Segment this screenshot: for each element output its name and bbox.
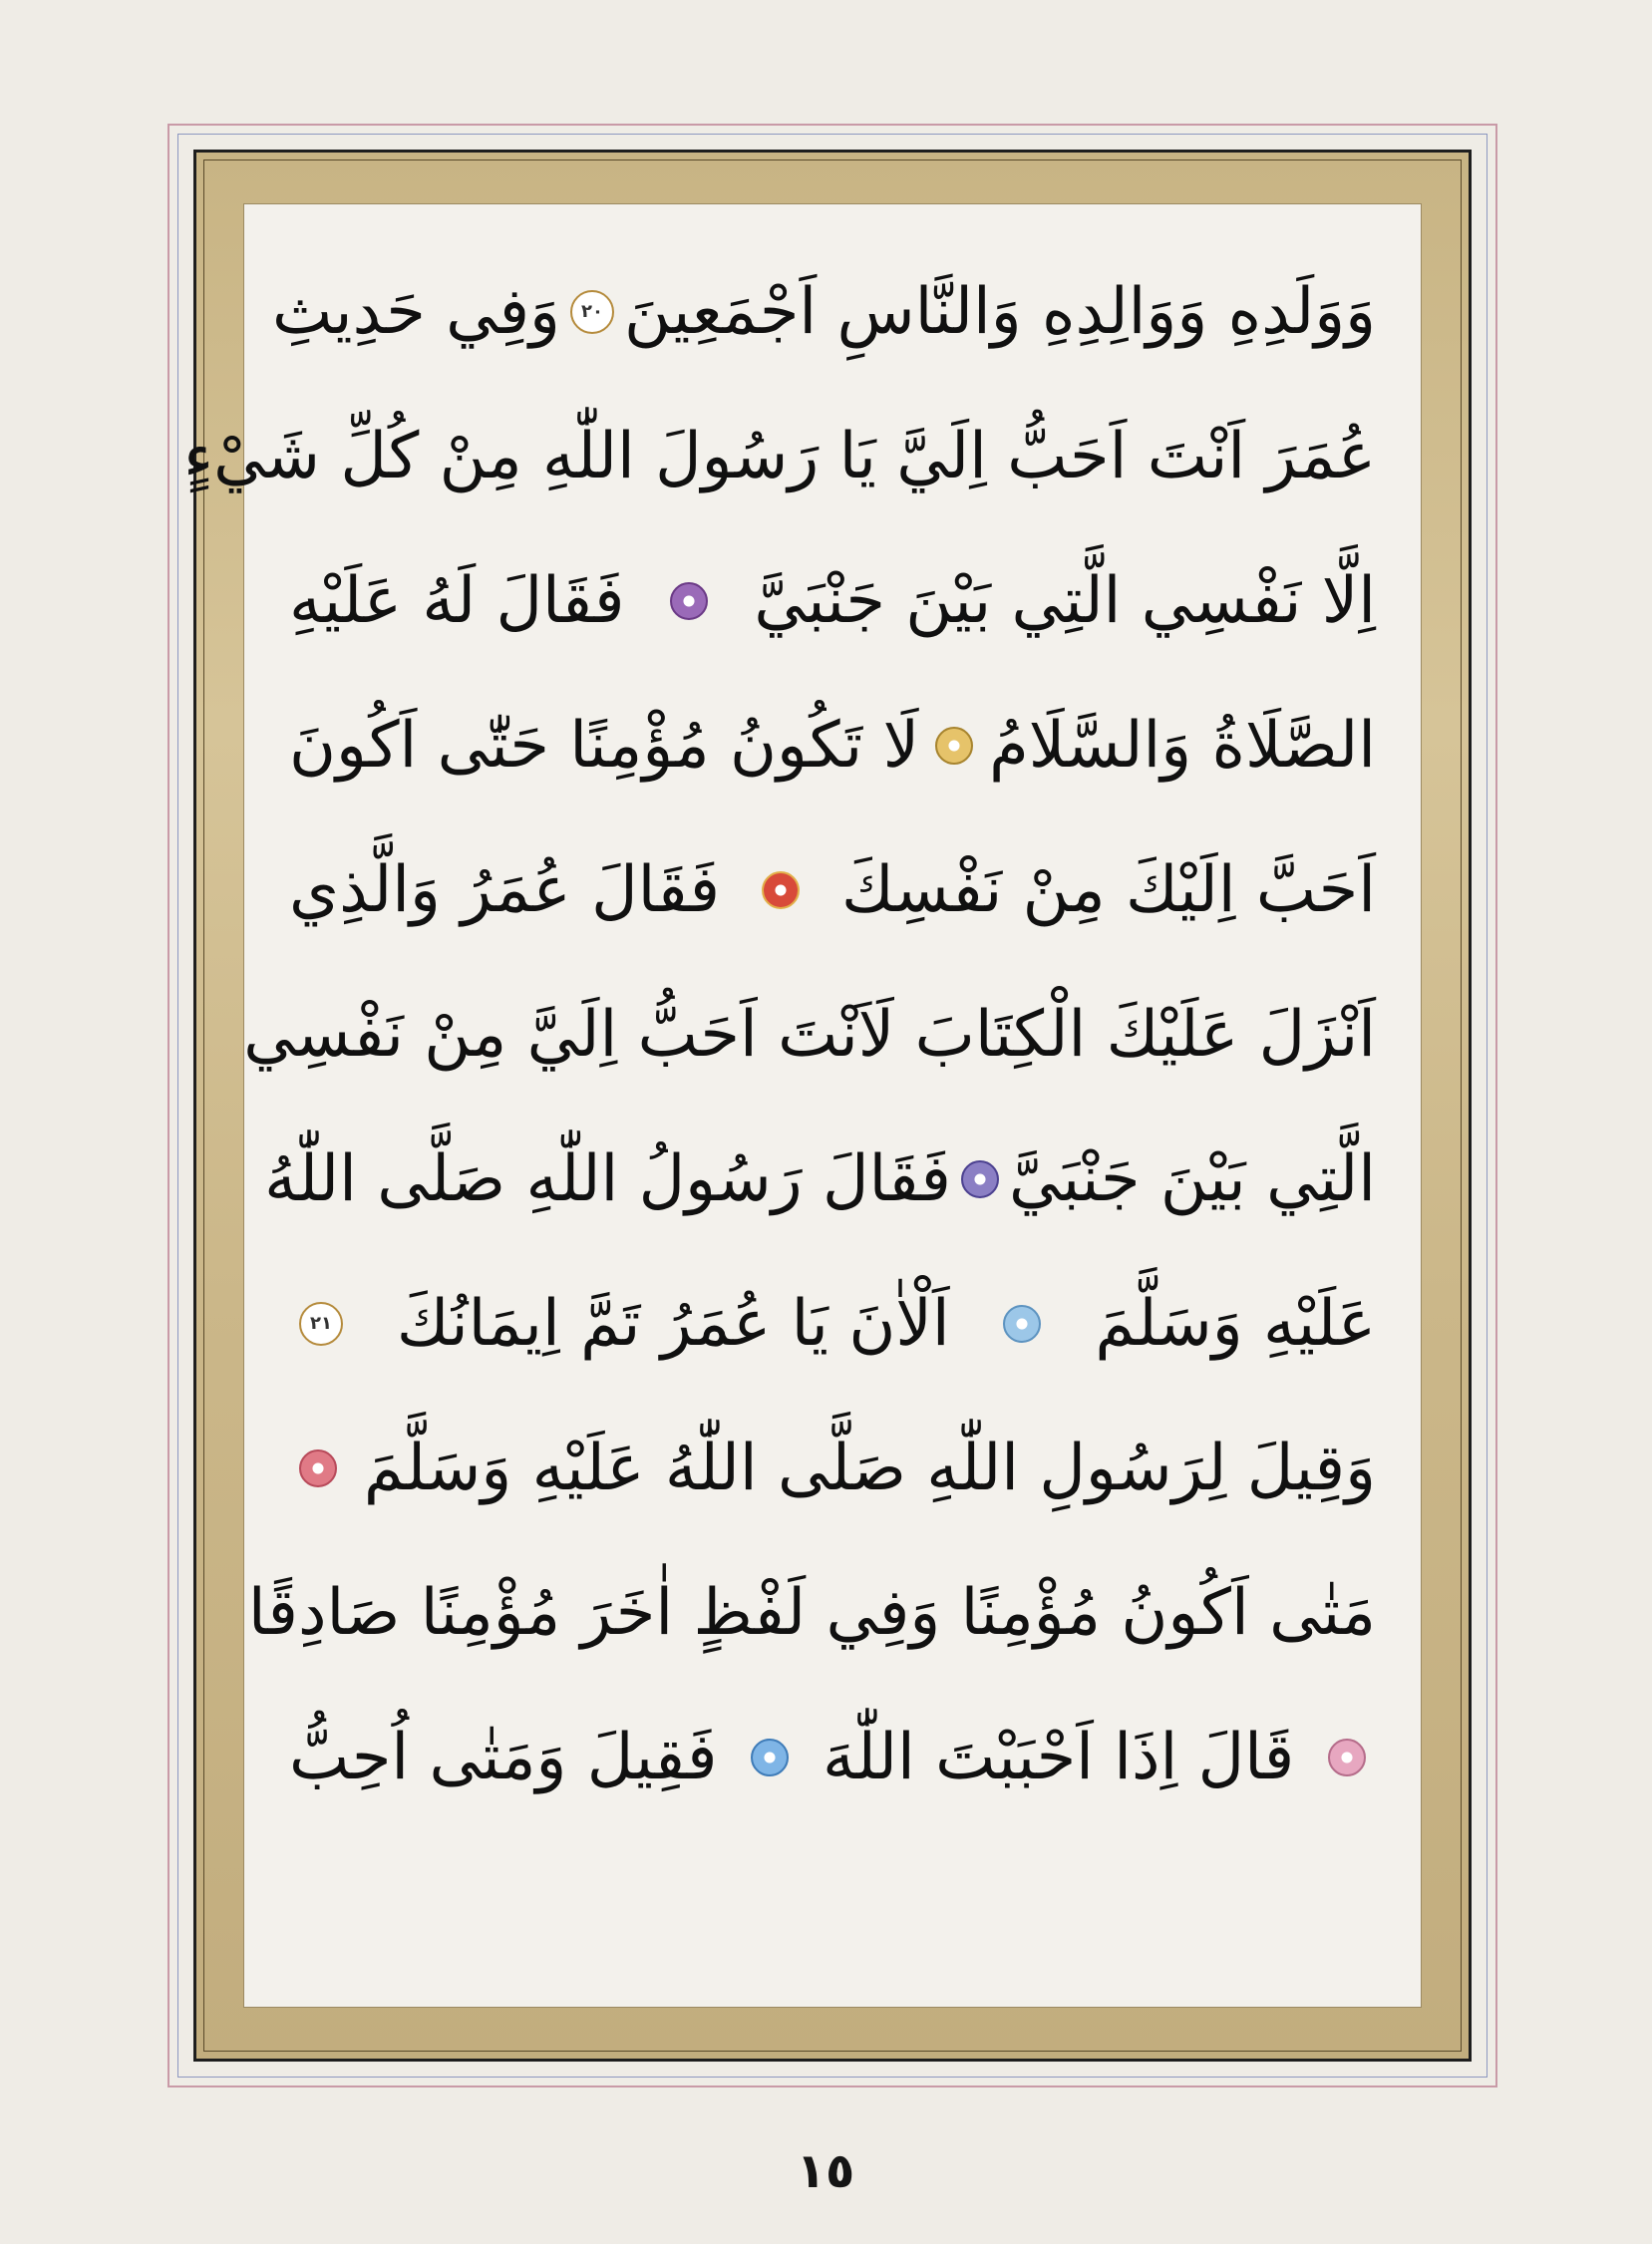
verse-rosette-icon	[935, 727, 973, 765]
text-segment: اَلْاٰنَ يَا عُمَرُ تَمَّ اِيمَانُكَ	[396, 1286, 950, 1361]
text-segment: اَنْزَلَ عَلَيْكَ الْكِتَابَ لَاَنْتَ اَحَبُّ اِلَيَّ مِنْ نَفْسِي	[243, 997, 1376, 1072]
text-line	[289, 1685, 1376, 1829]
text-lines	[182, 239, 1376, 1974]
text-segment: فَقَالَ رَسُولُ اللّٰهِ صَلَّى اللّٰهُ	[264, 1141, 951, 1216]
text-line	[247, 1540, 1376, 1685]
text-segment: اَحَبَّ اِلَيْكَ مِنْ نَفْسِكَ	[841, 852, 1376, 927]
text-segment: اِلَّا نَفْسِي الَّتِي بَيْنَ جَنْبَيَّ	[754, 563, 1376, 638]
text-segment: وَقِيلَ لِرَسُولِ اللّٰهِ صَلَّى اللّٰهُ عَلَيْهِ وَسَلَّمَ	[363, 1431, 1376, 1505]
text-segment: الَّتِي بَيْنَ جَنْبَيَّ	[1009, 1141, 1376, 1216]
verse-rosette-icon: ٢٠	[570, 290, 614, 334]
text-line	[289, 817, 1376, 962]
text-line	[289, 528, 1376, 673]
text-segment: وَوَلَدِهِ وَوَالِدِهِ وَالنَّاسِ اَجْمَعِينَ	[623, 274, 1376, 349]
verse-rosette-icon	[961, 1160, 999, 1198]
text-segment: فَقَالَ لَهُ عَلَيْهِ	[289, 563, 625, 638]
text-segment: فَقِيلَ وَمَتٰى اُحِبُّ	[289, 1720, 718, 1794]
text-line	[271, 239, 1376, 384]
text-line	[289, 673, 1376, 817]
verse-rosette-icon	[1328, 1739, 1366, 1776]
text-line	[289, 1251, 1376, 1396]
verse-rosette-icon: ٢١	[299, 1302, 343, 1346]
page-number: ١٥	[796, 2143, 855, 2199]
text-segment: فَقَالَ عُمَرُ وَالَّذِي	[289, 852, 721, 927]
verse-rosette-icon	[670, 582, 708, 620]
verse-rosette-icon	[762, 871, 800, 909]
text-line	[182, 384, 1376, 528]
text-segment: قَالَ اِذَا اَحْبَبْتَ اللّٰهَ	[822, 1720, 1295, 1794]
text-segment: عُمَرَ اَنْتَ اَحَبُّ اِلَيَّ يَا رَسُولَ اللّٰهِ مِنْ كُلِّ شَيْءٍ	[182, 419, 1376, 493]
verse-rosette-icon	[299, 1449, 337, 1487]
text-segment: وَفِي حَدِيثِ	[271, 274, 560, 349]
text-segment: الصَّلَاةُ وَالسَّلَامُ	[989, 708, 1376, 783]
text-line	[289, 1396, 1376, 1540]
verse-rosette-icon	[1003, 1305, 1041, 1343]
verse-rosette-icon	[751, 1739, 789, 1776]
text-segment: عَلَيْهِ وَسَلَّمَ	[1095, 1286, 1376, 1361]
text-line	[264, 1107, 1376, 1251]
text-line	[243, 962, 1376, 1107]
text-segment: مَتٰى اَكُونُ مُؤْمِنًا وَفِي لَفْظٍ اٰخَرَ مُؤْمِنًا صَادِقًا	[247, 1575, 1376, 1650]
text-segment: لَا تَكُونُ مُؤْمِنًا حَتّٰى اَكُونَ	[289, 708, 920, 783]
